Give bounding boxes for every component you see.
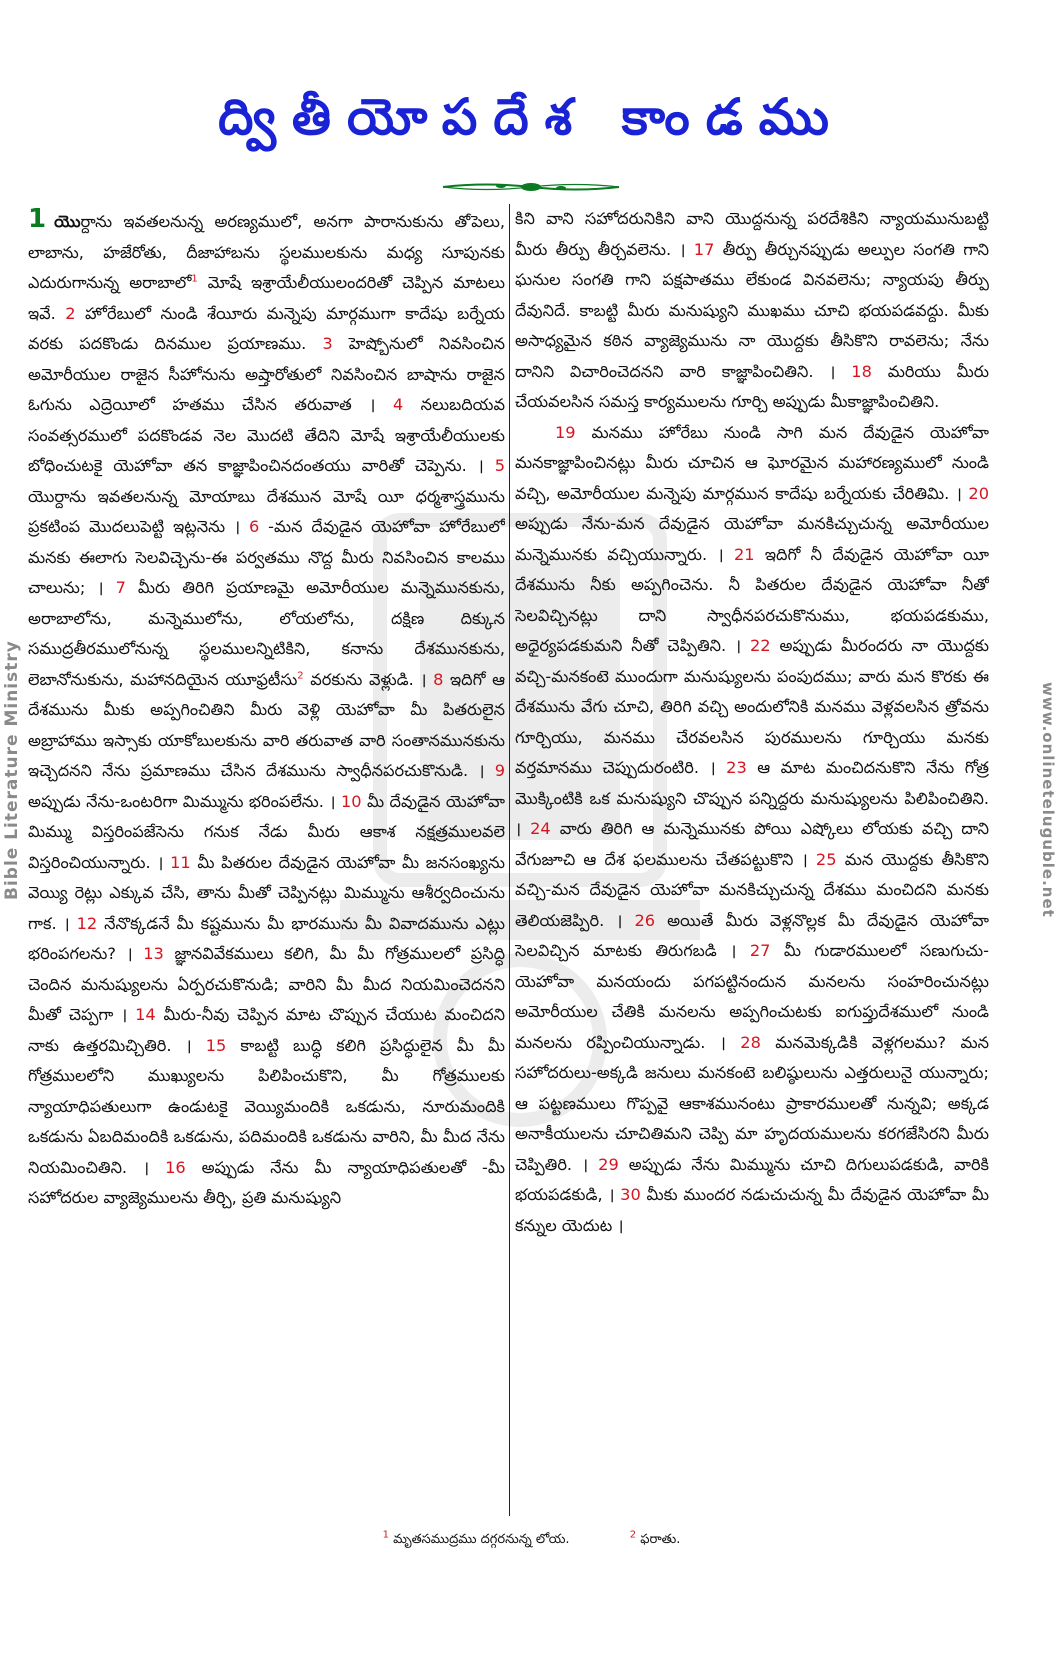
- verse-text: నేనొక్కడనే మీ కష్టమును మీ భారమును మీ వివాదమును ఎట్లు భరింపగలను? ।: [28, 913, 505, 963]
- verse-text: మీ పితరుల దేవుడైన యెహోవా మీ జనసంఖ్యను వెయ్యి రెట్లు ఎక్కువ చేసి, తాను మీతో చెప్పినట్లు మిమ్మును ఆశీర్వదించును గాక. ।: [28, 852, 505, 933]
- verse-number: 16: [165, 1157, 186, 1177]
- verse-number: 7: [115, 578, 126, 597]
- verse-number: 14: [135, 1005, 156, 1024]
- footnote-item: [383, 1532, 570, 1547]
- footnote-marker: 1: [191, 273, 198, 285]
- flourish-ornament-icon: [441, 180, 621, 194]
- verse-number: 19: [555, 422, 576, 442]
- verse-number: 21: [733, 544, 755, 564]
- verse-text: అప్పుడు నేను మీ న్యాయాధిపతులతో -మీ సహోదరుల వ్యాజ్యెములను తీర్చి, ప్రతి మనుష్యుని: [28, 1157, 505, 1207]
- side-label-ministry: Bible Literature Ministry: [2, 640, 22, 900]
- verse-number: 30: [620, 1185, 641, 1204]
- verse-text: మీ గుడారములలో సణుగుచు-యెహోవా మనయందు పగపట్టినందున మనలను సంహరించునట్లు అమోరీయుల చేతికి మనలను అప్పగించుటకు ఐగుప్తుదేశములో నుండి మనలను రప్పించియున్నాడు. ।: [515, 941, 989, 1052]
- verse-number: 6: [248, 517, 260, 536]
- verse-number: 29: [598, 1154, 619, 1174]
- verse-text: ఆ మాట మంచిదనుకొని నేను గోత్ర మొక్కింటికి ఒక మనుష్యుని చొప్పున పన్నిద్దరు మనుష్యులను పిలిపించితిని. ।: [515, 758, 989, 838]
- footnote-number: 1: [382, 1530, 389, 1541]
- verse-number: 13: [143, 944, 164, 963]
- verse-text: మీ దేవుడైన యెహోవా మిమ్ము విస్తరింపజేసెను గనుక నేడు మీరు ఆకాశ నక్షత్రములవలె విస్తరించియున్నారు. ।: [28, 791, 505, 872]
- verse-number: 26: [634, 910, 656, 930]
- verse-text: మనము హోరేబు నుండి సాగి మన దేవుడైన యెహోవా మనకాజ్ఞాపించినట్లు మీరు చూచిన ఆ ఘోరమైన మహారణ్యములో నుండి వచ్చి, అమోరీయుల మన్నెపు మార్గమున కాదేషు బర్నేయకు చేరితిమి. ।: [515, 422, 989, 503]
- verse-number: 5: [494, 456, 505, 475]
- verse-text: మీరు తిరిగి ప్రయాణమై అమోరీయుల మన్నెమునకును, అరాబాలోను, మన్నెములోను, లోయలోను, దక్షిణ దిక్కున సముద్రతీరములోనున్న స్థలములన్నిటికిని, కనాను దేశమునకును, లెబానోనుకును, మహానదియైన యూఫ్రటీసు: [28, 578, 505, 689]
- side-label-website: www.onlineteluguble.net: [1039, 682, 1057, 918]
- verse-number: 17: [693, 239, 715, 259]
- verse-text: వరకును వెళ్లుడి. ।: [303, 669, 427, 689]
- verse-number: 10: [340, 791, 362, 811]
- verse-text: నలుబదియవ సంవత్సరములో పదకొండవ నెల మొదటి తేదిని మోషే ఇశ్రాయేలీయులకు బోధించుటకై యెహోవా తన కాజ్ఞాపించినదంతయు వారితో చెప్పెను. ।: [28, 395, 505, 475]
- verse-number: 28: [740, 1032, 761, 1052]
- verse-number: 9: [494, 761, 505, 780]
- verse-number: 4: [392, 395, 404, 414]
- verse-number: 25: [815, 849, 837, 869]
- verse-text: అప్పుడు నేను మిమ్మును చూచి దిగులుపడకుడి, వారికి భయపడకుడి, ।: [515, 1154, 989, 1204]
- verse-number: 23: [726, 758, 747, 777]
- footnote-marker: 2: [297, 670, 304, 682]
- verse-text: మీకు ముందర నడుచుచున్న మీ దేవుడైన యెహోవా మీ కన్నుల యెదుట ।: [515, 1185, 989, 1235]
- footnote-text: మృతసముద్రము దగ్గరనున్న లోయ.: [393, 1532, 570, 1548]
- verse-number: 3: [322, 334, 333, 353]
- footnotes: [0, 1530, 1063, 1550]
- verse-text: మన యొద్దకు తీసికొని వచ్చి-మన దేవుడైన యెహోవా మనకిచ్చుచున్న దేశము మంచిదని మనకు తెలియజెప్పిరి. ।: [515, 849, 989, 930]
- verse-number: 24: [530, 819, 551, 838]
- verse-text: కిని వాని సహోదరునికిని వాని యొద్దనున్న పరదేశికిని న్యాయమునుబట్టి మీరు తీర్పు తీర్చవలెను. ।: [515, 209, 989, 259]
- verse-number: 11: [170, 852, 191, 872]
- verse-text: -మన దేవుడైన యెహోవా హోరేబులో మనకు ఈలాగు సెలవిచ్చెను-ఈ పర్వతము నొద్ద మీరు నివసించిన కాలము చాలును; ।: [28, 517, 505, 597]
- verse-text: హెష్బోనులో నివసించిన అమోరీయుల రాజైన సీహోనును అష్తారోతులో నివసించిన బాషాను రాజైన ఓగును ఎద్రెయీలో హతము చేసిన తరువాత ।: [28, 334, 505, 414]
- verse-text: మోషే ఇశ్రాయేలీయులందరితో చెప్పిన మాటలు ఇవే.: [28, 273, 505, 323]
- verse-text: ఇదిగో ఆ దేశమును మీకు అప్పగించితిని మీరు వెళ్లి యెహోవా మీ పితరులైన అబ్రాహాము ఇస్సాకు యాకోబులకును వారి తరువాత వారి సంతానమునకును ఇచ్చెదనని నేను ప్రమాణము చేసిన దేశమును స్వాధీనపరచుకొనుడి. ।: [28, 669, 505, 780]
- chapter-number: 1: [28, 204, 47, 234]
- verse-text: ఇదిగో నీ దేవుడైన యెహోవా యీ దేశమును నీకు అప్పగించెను. నీ పితరుల దేవుడైన యెహోవా నీతో సెలవిచ్చినట్లు దాని స్వాధీనపరచుకొనుము, భయపడకుము, అధైర్యపడకుమని నీతో చెప్పితిని. ।: [515, 544, 989, 655]
- verse-text: యొర్దాను ఇవతలనున్న మోయాబు దేశమున మోషే యీ ధర్మశాస్త్రమును ప్రకటింప మొదలుపెట్టి ఇట్లనెను ।: [28, 486, 505, 536]
- verse-number: 27: [749, 941, 771, 960]
- right-column: [515, 204, 989, 1516]
- verse-text: ర్దాను ఇవతలనున్న అరణ్యములో, అనగా పారానుకును తోపెలు, లాబాను, హజేరోతు, దీజాహాబను స్థలములకును మధ్య సూపునకు ఎదురుగానున్న అరాబాలో: [28, 212, 505, 292]
- verse-text: అప్పుడు మీరందరు నా యొద్దకు వచ్చి-మనకంటె ముందుగా మనుష్యులను పంపుదము; వారు మన కొరకు ఈ దేశమును వేగు చూచి, తిరిగి వచ్చి అందులోనికి మనము వెళ్లవలసిన త్రోవను గూర్చియు, మనము చేరవలసిన పురములను గూర్చియు మనకు వర్తమానము చెప్పుదురంటిరి. ।: [515, 636, 989, 777]
- verse-text: అప్పుడు నేను-మన దేవుడైన యెహోవా మనకిచ్చుచున్న అమోరీయుల మన్నెమునకు వచ్చియున్నారు. ।: [515, 514, 989, 564]
- verse-text: తీర్పు తీర్చునప్పుడు అల్పుల సంగతి గాని ఘనుల సంగతి గాని పక్షపాతము లేకుండ వినవలెను; న్యాయపు తీర్పు దేవునిదే. కాబట్టి మీరు మనుష్యుని ముఖము చూచి భయపడవద్దు. మీకు అసాధ్యమైన కఠిన వ్యాజ్యెమును నా యొద్దకు తీసికొని రావలెను; నేను దానిని విచారించెదనని వారి కాజ్ఞాపించితిని. ।: [515, 239, 989, 381]
- verse-text: వారు తిరిగి ఆ మన్నెమునకు పోయి ఎష్కోలు లోయకు వచ్చి దాని వేగుజూచి ఆ దేశ ఫలములను చేతపట్టుకొని ।: [515, 819, 989, 869]
- verse-text: మనమెక్కడికి వెళ్లగలము? మన సహోదరులు-అక్కడి జనులు మనకంటె బలిష్ఠులును ఎత్తరులునై యున్నారు; ఆ పట్టణములు గొప్పవై ఆకాశమునంటు ప్రాకారములతో నున్నవి; అక్కడ అనాకీయులను చూచితిమని చెప్పి మా హృదయములను కరగజేసిరని మీరు చెప్పితిరి. ।: [515, 1032, 989, 1174]
- verse-number: 22: [749, 636, 771, 655]
- verse-text: మీరు-నీవు చెప్పిన మాట చొప్పున చేయుట మంచిదని నాకు ఉత్తరమిచ్చితిరి. ।: [28, 1005, 505, 1055]
- verse-text: అప్పుడు నేను-ఒంటరిగా మిమ్మును భరింపలేను. ।: [28, 791, 336, 811]
- footnote-number: 2: [629, 1530, 637, 1541]
- page-title: ద్వితీయోపదేశ కాండము: [218, 88, 845, 146]
- drop-word: యొ: [54, 212, 81, 231]
- verse-number: 15: [205, 1035, 227, 1055]
- verse-text: జ్ఞానవివేకములు కలిగి, మీ మీ గోత్రములలో ప్రసిద్ధి చెందిన మనుష్యులను ఏర్పరచుకొనుడి; వారిని మీ మీద నియమించెదనని మీతో చెప్పగా ।: [28, 944, 505, 1024]
- verse-number: 2: [65, 303, 76, 323]
- verse-number: 12: [76, 913, 98, 933]
- verse-text: అయితే మీరు వెళ్లనొల్లక మీ దేవుడైన యెహోవా సెలవిచ్చిన మాటకు తిరుగబడి ।: [515, 910, 989, 960]
- verse-text: కాబట్టి బుద్ధి కలిగి ప్రసిద్ధులైన మీ మీ గోత్రములలోని ముఖ్యులను పిలిపించుకొని, మీ గోత్రములకు న్యాయాధిపతులుగా ఉండుటకై వెయ్యిమందికి ఒకడును, నూరుమందికి ఒకడును ఏబదిమందికి ఒకడును, పదిమందికి ఒకడును వారిని, మీ మీద నేను నియమించితిని. ।: [28, 1035, 505, 1177]
- verse-number: 20: [968, 483, 989, 503]
- footnote-item: [630, 1532, 681, 1547]
- left-column: [28, 204, 505, 1516]
- footnote-text: ఫరాతు.: [640, 1532, 681, 1548]
- verse-number: 18: [851, 361, 872, 381]
- verse-text: హోరేబులో నుండి శేయీరు మన్నెపు మార్గముగా కాదేషు బర్నేయ వరకు పదకొండు దినముల ప్రయాణము.: [28, 303, 505, 353]
- verse-number: 8: [433, 669, 444, 689]
- column-divider: [509, 204, 510, 1516]
- verse-text: మరియు మీరు చేయవలసిన సమస్త కార్యములను గూర్చి అప్పుడు మీకాజ్ఞాపించితిని.: [515, 361, 989, 411]
